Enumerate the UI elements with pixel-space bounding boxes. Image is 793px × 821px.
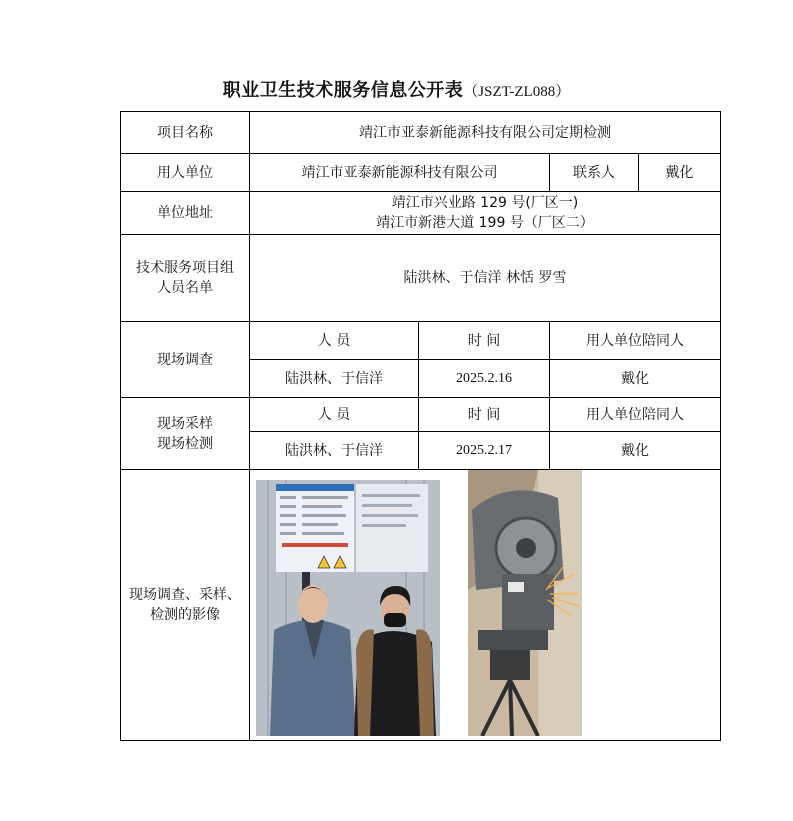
row-survey-header [121,322,721,360]
sampling-date: 2025.2.17 [419,432,550,470]
photo-sampling-machine-image [468,470,582,736]
address-line-2: 靖江市新港大道 199 号（厂区二） [376,215,594,231]
team-label [121,235,250,322]
project-value: 靖江市亚泰新能源科技有限公司定期检测 [250,112,721,154]
row-sampling-header [121,398,721,432]
team-value: 陆洪林、于信洋 林恬 罗雪 [250,235,721,322]
sampling-escort: 戴化 [550,432,721,470]
title-code: （JSZT-ZL088） [463,84,571,100]
address-value [250,192,721,235]
contact-label: 联系人 [550,154,639,192]
survey-header-people: 人 员 [250,322,419,360]
photo-sampling-machine [468,470,582,736]
row-address [121,192,721,235]
row-images [121,470,721,741]
images-cell [250,470,721,741]
employer-label: 用人单位 [121,154,250,192]
survey-header-time: 时 间 [419,322,550,360]
images-label [121,470,250,741]
title-main: 职业卫生技术服务信息公开表 [222,80,464,101]
sampling-label-line-2: 现场检测 [157,435,213,452]
sampling-people: 陆洪林、于信洋 [250,432,419,470]
sampling-label [121,398,250,470]
contact-value: 戴化 [639,154,721,192]
project-label: 项目名称 [121,112,250,154]
sampling-header-people: 人 员 [250,398,419,432]
sampling-header-time: 时 间 [419,398,550,432]
images-label-line-1: 现场调查、采样、 [129,587,241,603]
info-table [120,111,721,741]
page-title [0,76,793,102]
survey-escort: 戴化 [550,360,721,398]
row-employer [121,154,721,192]
address-line-1: 靖江市兴业路 129 号(厂区一) [391,195,579,211]
survey-header-escort: 用人单位陪同人 [550,322,721,360]
photo-survey-staff [256,480,440,736]
row-team [121,235,721,322]
team-label-line-2: 人员名单 [157,280,213,296]
address-label: 单位地址 [121,192,250,235]
employer-value: 靖江市亚泰新能源科技有限公司 [250,154,550,192]
survey-label: 现场调查 [121,322,250,398]
team-label-line-1: 技术服务项目组 [136,260,234,276]
sampling-header-escort: 用人单位陪同人 [550,398,721,432]
sampling-label-line-1: 现场采样 [157,415,213,432]
photo-survey-staff-image [256,480,440,736]
survey-people: 陆洪林、于信洋 [250,360,419,398]
images-label-line-2: 检测的影像 [150,607,220,623]
row-project [121,112,721,154]
survey-date: 2025.2.16 [419,360,550,398]
